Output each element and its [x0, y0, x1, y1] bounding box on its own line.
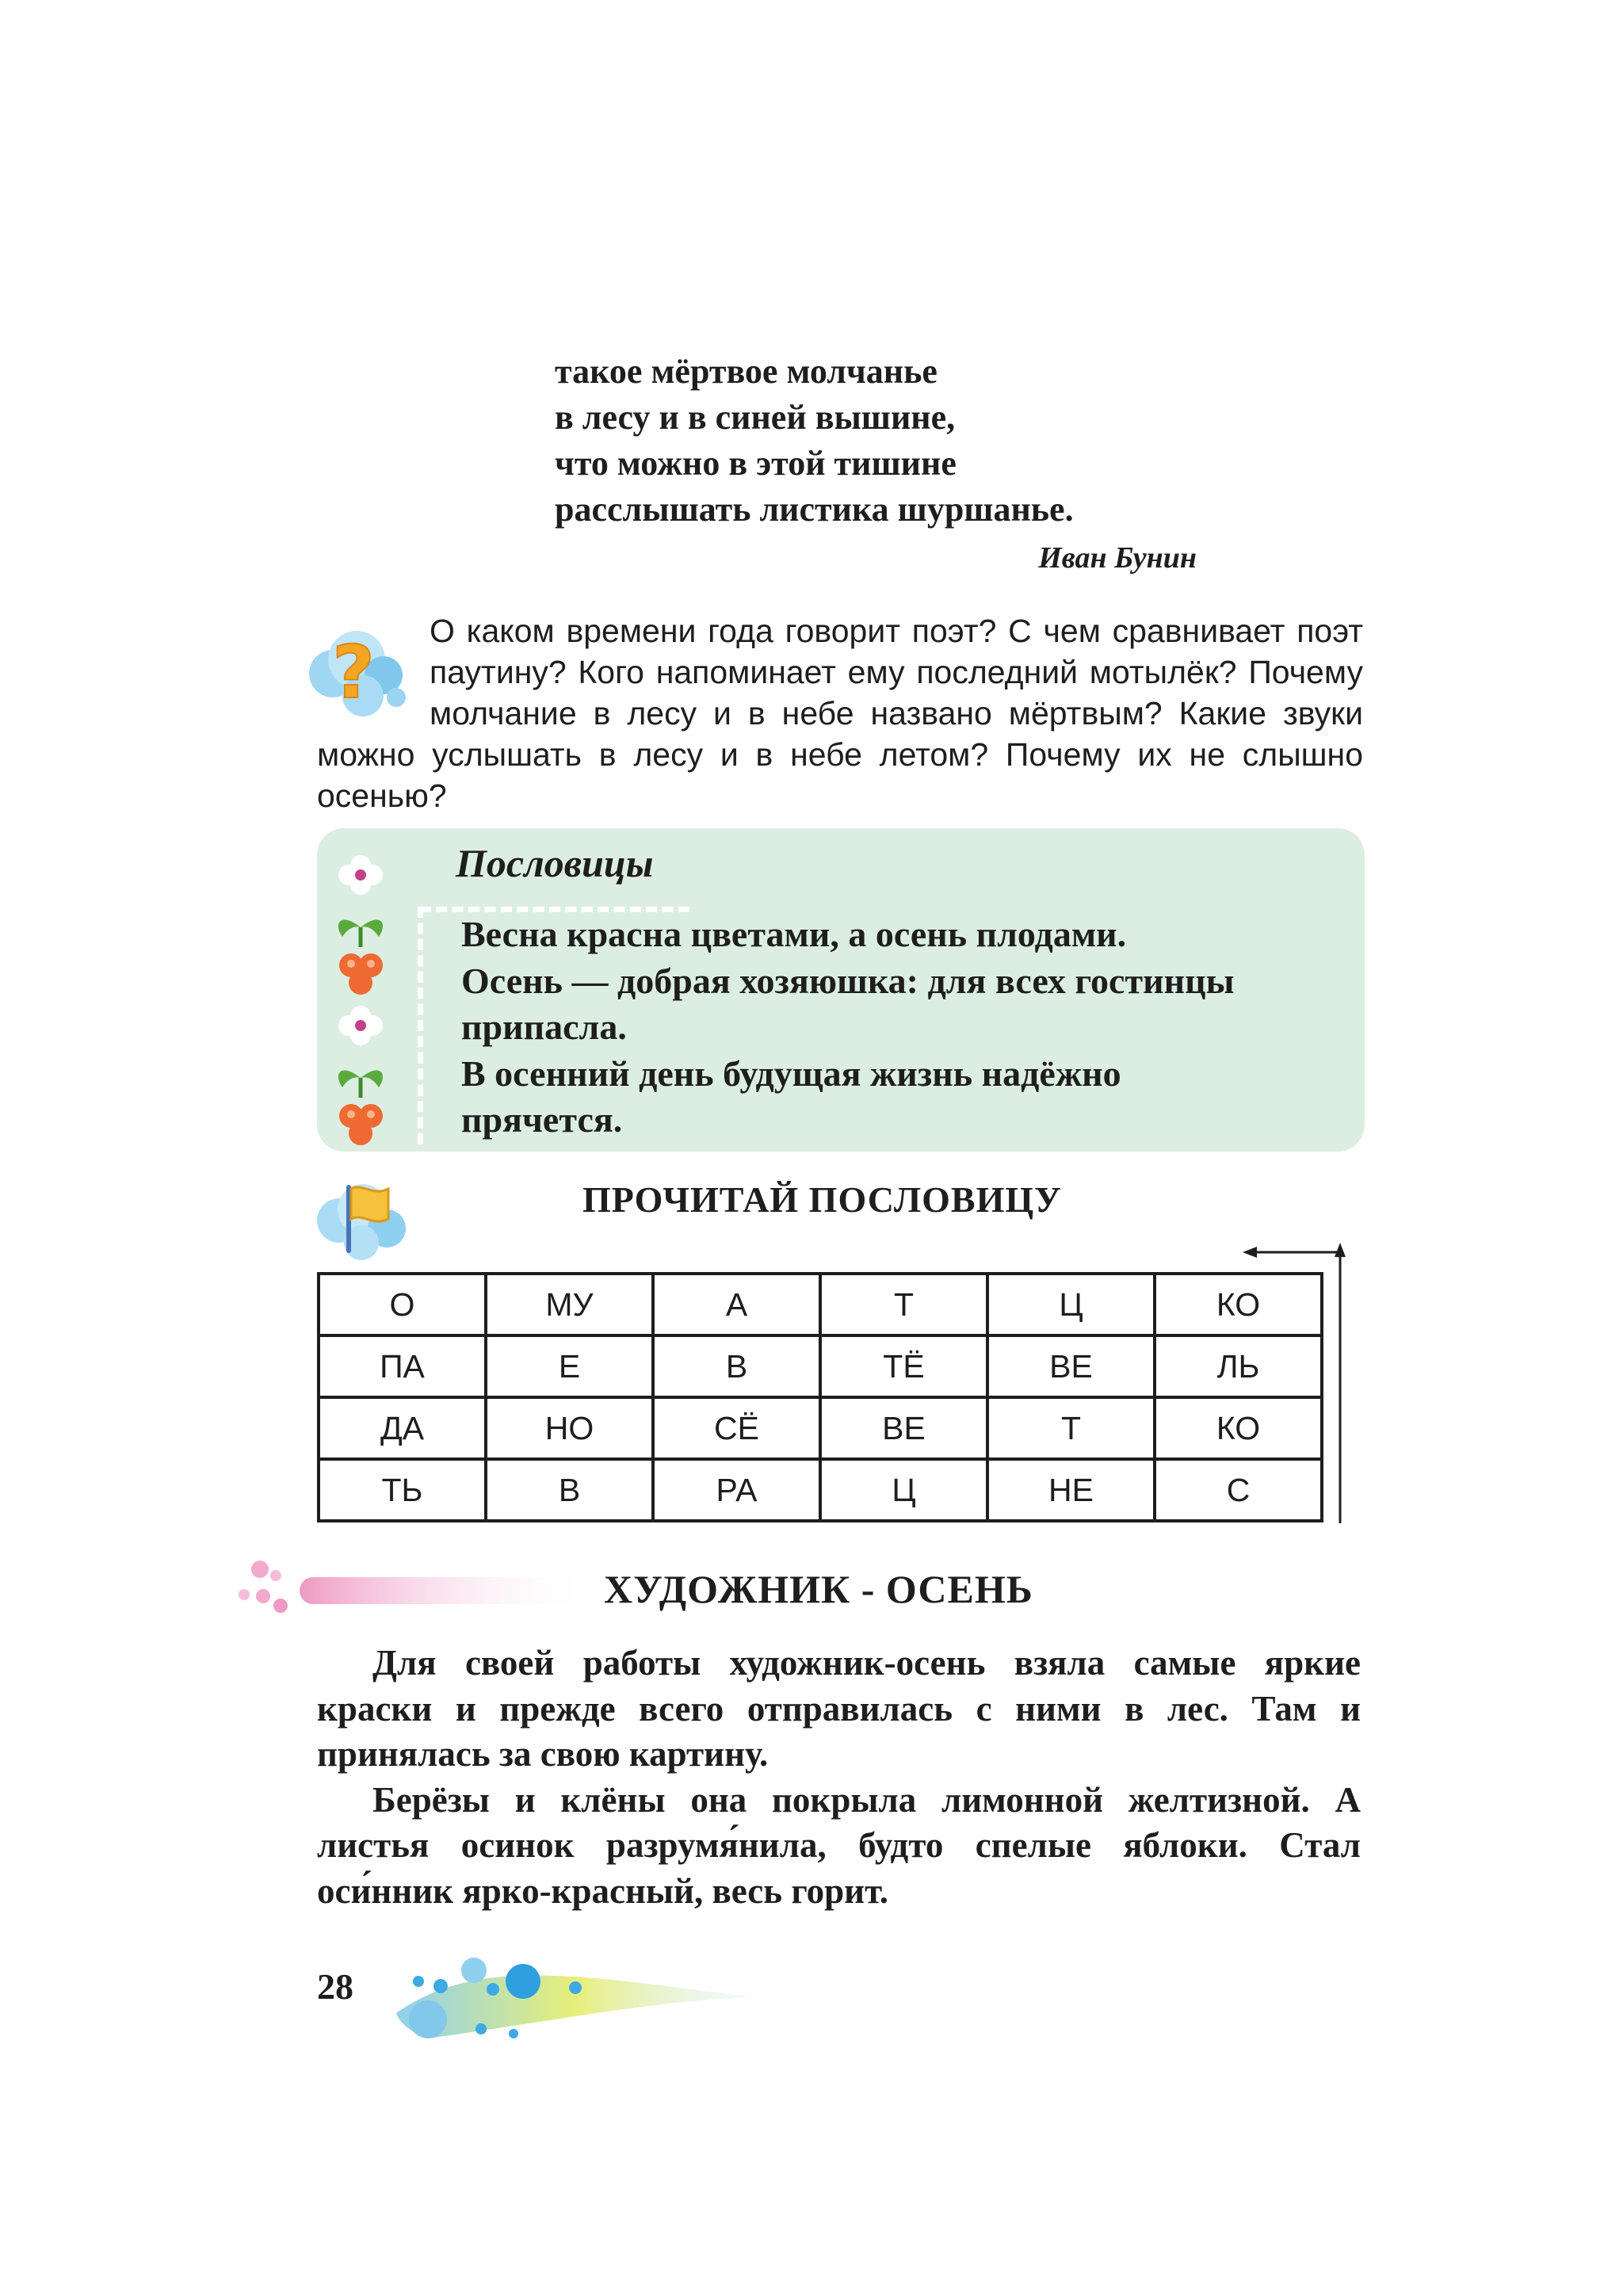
grid-cell: В: [653, 1335, 820, 1397]
grid-cell: НЕ: [987, 1459, 1155, 1521]
grid-row: [319, 1274, 1322, 1335]
footer-decoration-icon: [380, 1942, 761, 2053]
poem: [555, 349, 1268, 533]
proverb-line: припасла.: [461, 1007, 627, 1047]
svg-text:?: ?: [332, 630, 375, 715]
proverb-line: Осень — добрая хозяюшка: для всех гостинцы: [461, 960, 1235, 1001]
poem-line: в лесу и в синей вышине,: [555, 398, 956, 437]
grid-cell: ТЬ: [319, 1459, 486, 1521]
flag-icon: [315, 1171, 411, 1263]
poem-line: что можно в этой тишине: [555, 444, 957, 483]
question-text: О каком времени года говорит поэт? С чем сравнивает поэт паутину? Кого напоминает ему последний мотылёк? Почему молчание в лесу и в небе названо мёртвым? Какие звуки можно услышать в лесу и в небе летом? Почему их не слышно осенью?: [317, 613, 1363, 814]
poem-line: расслышать листика шуршанье.: [555, 490, 1074, 529]
grid-cell: А: [653, 1274, 820, 1335]
grid-cell: РА: [653, 1459, 820, 1521]
grid-cell: Ц: [820, 1459, 987, 1521]
puzzle-title: ПРОЧИТАЙ ПОСЛОВИЦУ: [582, 1179, 1062, 1220]
proverb-line: Весна красна цветами, а осень плодами.: [461, 914, 1127, 954]
proverbs-list: [461, 911, 1341, 1144]
grid-cell: МУ: [486, 1274, 653, 1335]
grid-row: [319, 1397, 1322, 1459]
dashed-divider: [418, 907, 423, 1144]
grid-cell: ВЕ: [987, 1335, 1155, 1397]
grid-cell: Ц: [987, 1274, 1155, 1335]
grid-cell: КО: [1155, 1274, 1322, 1335]
page-number: 28: [317, 1966, 353, 2007]
grid-row: [319, 1335, 1322, 1397]
poem-line: такое мёртвое молчанье: [555, 352, 938, 391]
grid-row: [319, 1459, 1322, 1521]
grid-cell: О: [319, 1274, 486, 1335]
story-text: [317, 1641, 1361, 1914]
grid-cell: ВЕ: [820, 1397, 987, 1459]
syllable-grid: [317, 1272, 1323, 1522]
grid-cell: СЁ: [653, 1397, 820, 1459]
grid-cell: КО: [1155, 1397, 1322, 1459]
proverb-line: В осенний день будущая жизнь надёжно: [461, 1052, 1121, 1094]
grid-cell: Е: [486, 1335, 653, 1397]
grid-cell: Т: [987, 1397, 1155, 1459]
grid-cell: НО: [486, 1397, 653, 1459]
grid-cell: ТЁ: [820, 1335, 987, 1397]
grid-cell: Т: [820, 1274, 987, 1335]
grid-cell: С: [1155, 1459, 1322, 1521]
proverbs-title: Пословицы: [456, 841, 654, 885]
heading-decoration-icon: [230, 1555, 594, 1618]
poem-author: Иван Бунин: [1038, 541, 1197, 575]
grid-cell: ЛЬ: [1155, 1335, 1322, 1397]
grid-cell: В: [486, 1459, 653, 1521]
section-title: ХУДОЖНИК - ОСЕНЬ: [604, 1567, 1033, 1611]
proverb-line: прячется.: [461, 1099, 623, 1140]
grid-cell: ДА: [319, 1397, 486, 1459]
story-paragraph: Для своей работы художник-осень взяла самые яркие краски и прежде всего отправилась с ними в лес. Там и принялась за свою картину.: [317, 1643, 1361, 1774]
story-paragraph: Берёзы и клёны она покрыла лимонной желтизной. А листья осинок разрумя́нила, будто спелые яблоки. Стал оси́нник ярко-красный, весь горит.: [317, 1779, 1361, 1911]
grid-cell: ПА: [319, 1335, 486, 1397]
flower-decoration-icon: [325, 848, 396, 1149]
